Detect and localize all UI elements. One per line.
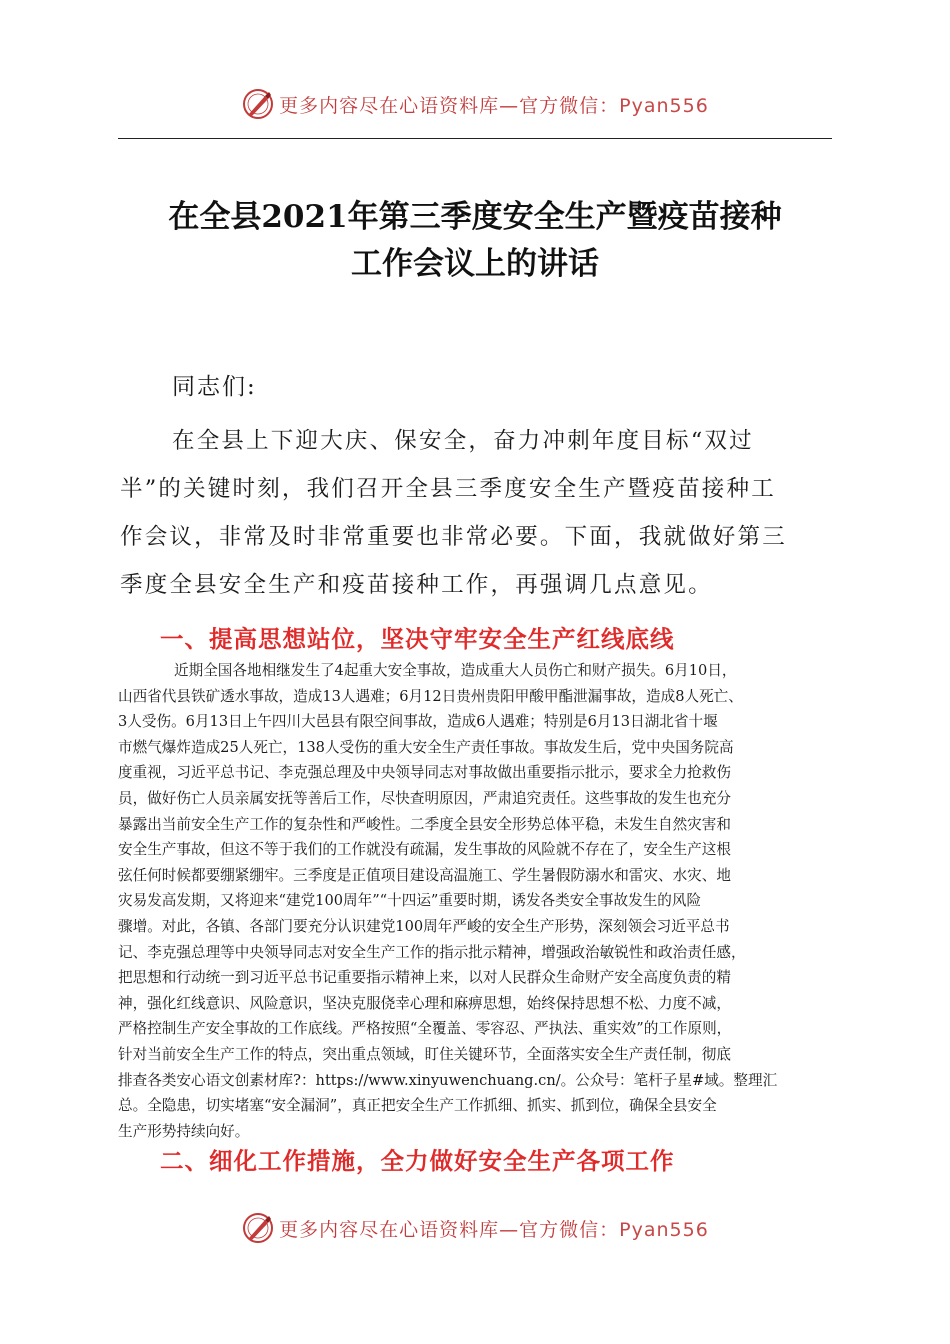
paragraph-line: 灾易发高发期，又将迎来“建党100周年”“十四运”重要时期，诱发各类安全事故发生的风险	[118, 892, 702, 910]
section-heading-1: 一、提高思想站位，坚决守牢安全生产红线底线	[160, 625, 675, 653]
paragraph-line: 排查各类安心语文创素材库?：https://www.xinyuwenchuang.cn/。公众号：笔杆子星#域。整理汇	[118, 1071, 778, 1089]
paragraph-line: 安全生产事故，但这不等于我们的工作就没有疏漏，发生事故的风险就不存在了，安全生产这根	[118, 841, 731, 859]
paragraph-line: 生产形势持续向好。	[118, 1122, 250, 1140]
intro-line: 季度全县安全生产和疫苗接种工作，再强调几点意见。	[120, 572, 713, 598]
paragraph-line: 总。全隐患，切实堵塞“安全漏洞”，真正把安全生产工作抓细、抓实、抓到位，确保全县安全	[118, 1097, 717, 1115]
intro-line: 作会议，非常及时非常重要也非常必要。下面，我就做好第三	[120, 524, 787, 550]
paragraph-line: 神，强化红线意识、风险意识，坚决克服侥幸心理和麻痹思想，始终保持思想不松、力度不减，	[118, 994, 731, 1012]
intro-line: 半”的关键时刻，我们召开全县三季度安全生产暨疫苗接种工	[120, 476, 776, 502]
paragraph-line: 弦任何时候都要绷紧绷牢。三季度是正值项目建设高温施工、学生暑假防溺水和雷灾、水灾、地	[118, 866, 731, 884]
paragraph-line: 记、李克强总理等中央领导同志对安全生产工作的指示批示精神，增强政治敏锐性和政治责任感，	[118, 943, 746, 961]
document-title-line-2: 工作会议上的讲话	[351, 246, 599, 282]
section-1-paragraph	[118, 658, 834, 1144]
paragraph-line: 市燃气爆炸造成25人死亡，138人受伤的重大安全生产责任事故。事故发生后，党中央国务院高	[118, 738, 734, 756]
intro-line: 在全县上下迎大庆、保安全，奋力冲刺年度目标“双过	[172, 428, 754, 454]
header-rule	[118, 138, 832, 139]
salutation: 同志们:	[172, 374, 257, 400]
watermark-text: 更多内容尽在心语资料库—官方微信：Pyan556	[279, 94, 709, 117]
wechat-id: Pyan556	[619, 94, 709, 117]
paragraph-line: 员，做好伤亡人员亲属安抚等善后工作，尽快查明原因，严肃追究责任。这些事故的发生也充分	[118, 789, 731, 807]
paragraph-line: 严格控制生产安全事故的工作底线。严格按照“全覆盖、零容忍、严执法、重实效”的工作原则，	[118, 1020, 732, 1038]
paragraph-line: 针对当前安全生产工作的特点，突出重点领域，盯住关键环节，全面落实安全生产责任制，彻底	[118, 1045, 731, 1063]
intro-paragraph	[120, 417, 832, 609]
pen-logo-icon	[241, 87, 275, 121]
paragraph-line: 度重视，习近平总书记、李克强总理及中央领导同志对事故做出重要指示批示，要求全力抢救伤	[118, 764, 731, 782]
pen-logo-icon	[241, 1211, 275, 1245]
paragraph-line: 把思想和行动统一到习近平总书记重要指示精神上来，以对人民群众生命财产安全高度负责的精	[118, 969, 731, 987]
paragraph-line: 骤增。对此，各镇、各部门要充分认识建党100周年严峻的安全生产形势，深刻领会习近平总书	[118, 917, 730, 935]
paragraph-line: 山西省代县铁矿透水事故，造成13人遇难；6月12日贵州贵阳甲酸甲酯泄漏事故，造成8人死亡、	[118, 687, 743, 705]
paragraph-line: 暴露出当前安全生产工作的复杂性和严峻性。二季度全县安全形势总体平稳，未发生自然灾害和	[118, 815, 731, 833]
wechat-id: Pyan556	[619, 1218, 709, 1241]
watermark-text: 更多内容尽在心语资料库—官方微信：Pyan556	[279, 1218, 709, 1241]
section-heading-2: 二、细化工作措施，全力做好安全生产各项工作	[160, 1147, 675, 1175]
paragraph-line: 3人受伤。6月13日上午四川大邑县有限空间事故，造成6人遇难；特别是6月13日湖北省十堰	[118, 713, 718, 731]
footer-watermark	[0, 1208, 950, 1248]
header-watermark	[0, 84, 950, 124]
document-title-line-1: 在全县2021年第三季度安全生产暨疫苗接种	[168, 199, 782, 235]
paragraph-line: 近期全国各地相继发生了4起重大安全事故，造成重大人员伤亡和财产损失。6月10日，	[174, 662, 737, 679]
